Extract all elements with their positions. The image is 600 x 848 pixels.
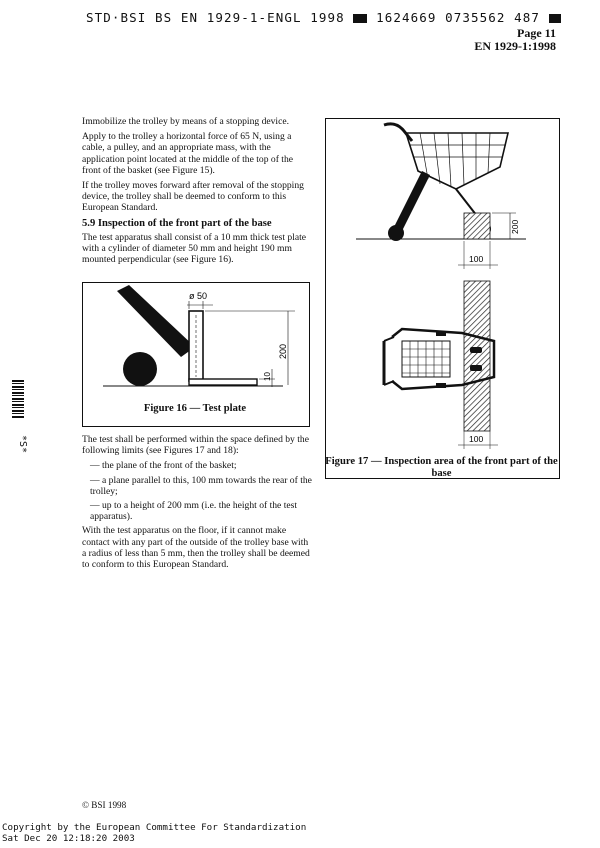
side-height-label: 200 <box>510 219 520 234</box>
thickness-label: 10 <box>263 372 272 381</box>
list-item: — the plane of the front of the basket; <box>90 460 237 472</box>
footer-timestamp: Sat Dec 20 12:18:20 2003 <box>2 833 135 844</box>
side-mark: *S* <box>17 435 28 454</box>
stamp-block <box>353 14 367 23</box>
body-text-lower <box>82 434 314 574</box>
list-item: — a plane parallel to this, 100 mm towards the rear of the trolley; <box>90 474 312 497</box>
barcode-mark <box>12 380 24 418</box>
paragraph: The test apparatus shall consist of a 10 mm thick test plate with a cylinder of diameter 50 mm and height 190 mm mounted perpendicular (see Figure 16). <box>82 231 307 266</box>
paragraph: With the test apparatus on the floor, if it cannot make contact with any part of the outside of the trolley base with a radius of less than 5 mm, then the trolley shall be deemed to conform to this European Standard. <box>82 525 310 571</box>
list-item: — up to a height of 200 mm (i.e. the height of the test apparatus). <box>90 500 298 523</box>
copyright-notice: © BSI 1998 <box>82 800 127 810</box>
figure-16-caption: Figure 16 — Test plate <box>143 403 247 414</box>
diameter-label: ø 50 <box>189 291 208 301</box>
inspection-area-drawing <box>326 119 559 459</box>
figure-17-caption: Figure 17 — Inspection area of the front part of the base <box>325 456 558 479</box>
document-stamp <box>86 10 561 25</box>
paragraph: The test shall be performed within the space defined by the following limits (see Figures 17 and 18): <box>82 434 309 457</box>
stamp-code: STD·BSI BS EN 1929-1-ENGL 1998 <box>86 10 345 25</box>
width-label-bottom: 100 <box>469 434 484 444</box>
figure-17-frame <box>325 118 560 479</box>
height-label: 200 <box>278 343 288 359</box>
width-label-top: 100 <box>469 254 484 264</box>
stamp-block <box>549 14 561 23</box>
section-heading: 5.9 Inspection of the front part of the base <box>82 217 272 229</box>
stamp-number: 1624669 0735562 487 <box>376 10 540 25</box>
paragraph: Apply to the trolley a horizontal force of 65 N, using a cable, a pulley, and an appropriate mass, with the application point located at the middle of the top of the front of the basket (see Figure 15). <box>82 131 294 176</box>
page-number: Page 11 <box>517 26 556 40</box>
standard-number: EN 1929-1:1998 <box>474 39 556 53</box>
paragraph: If the trolley moves forward after removal of the stopping device, the trolley shall be deemed to conform to this European Standard. <box>82 180 304 214</box>
footer-copyright-line: Copyright by the European Committee For Standardization <box>2 822 307 833</box>
paragraph: Immobilize the trolley by means of a stopping device. <box>82 116 290 127</box>
body-text-upper <box>82 116 314 269</box>
